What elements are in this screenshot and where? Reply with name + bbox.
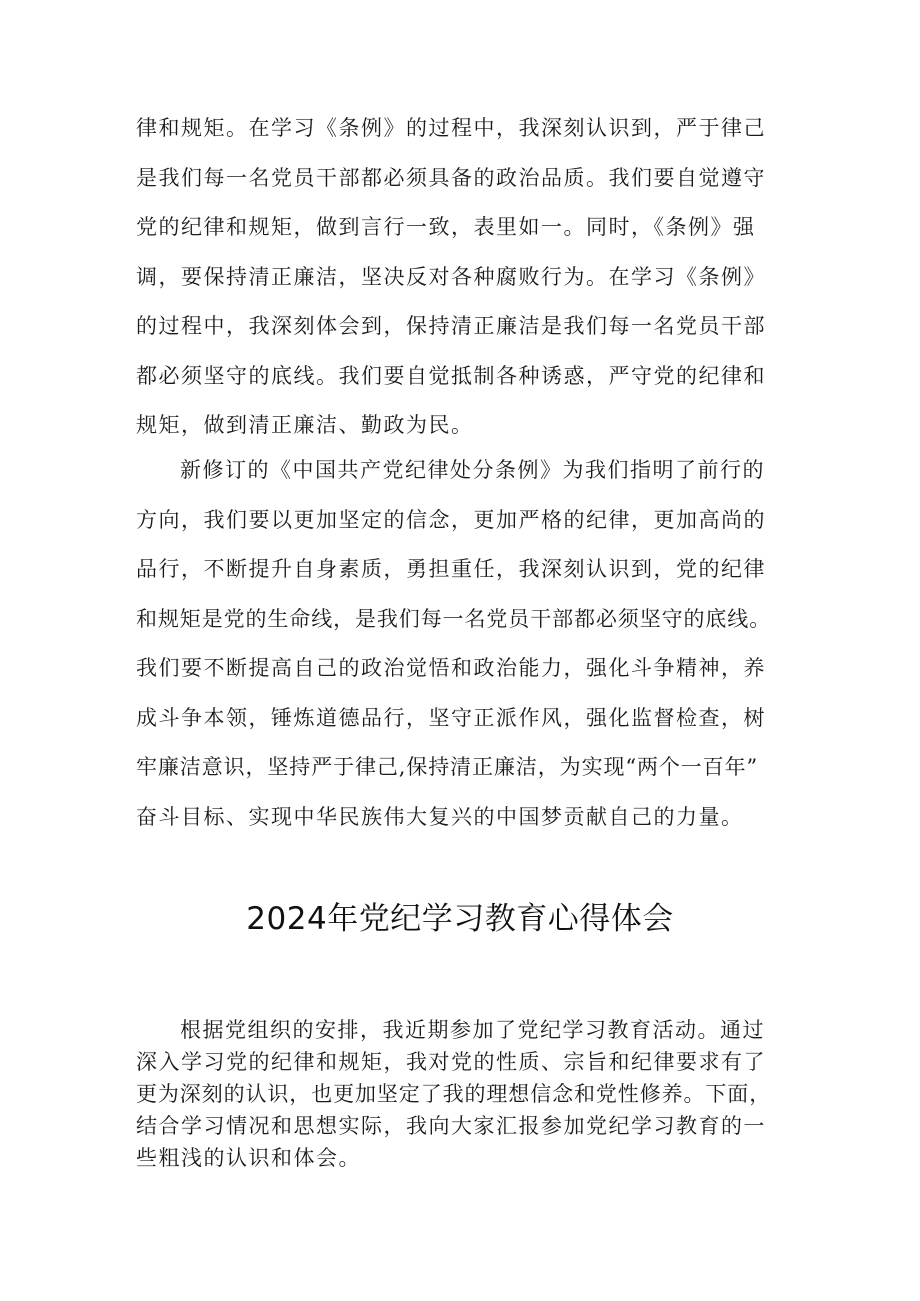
text-line: 品行，不断提升自身素质，勇担重任，我深刻认识到，党的纪律: [136, 557, 766, 581]
text-line: 深入学习党的纪律和规矩，我对党的性质、宗旨和纪律要求有了: [136, 1050, 766, 1074]
text-line: 我们要不断提高自己的政治觉悟和政治能力，强化斗争精神，养: [136, 656, 766, 680]
text-line: 新修订的《中国共产党纪律处分条例》为我们指明了前行的: [180, 458, 765, 482]
text-line: 根据党组织的安排，我近期参加了党纪学习教育活动。通过: [180, 1018, 765, 1042]
text-line: 奋斗目标、实现中华民族伟大复兴的中国梦贡献自己的力量。: [136, 805, 744, 829]
text-line: 的过程中，我深刻体会到，保持清正廉洁是我们每一名党员干部: [136, 314, 766, 338]
text-line: 规矩，做到清正廉洁、勤政为民。: [136, 413, 474, 437]
text-line: 方向，我们要以更加坚定的信念，更加严格的纪律，更加高尚的: [136, 508, 766, 532]
text-line: 成斗争本领，锤炼道德品行，坚守正派作风，强化监督检查，树: [136, 706, 766, 730]
text-line: 党的纪律和规矩，做到言行一致，表里如一。同时，《条例》强: [136, 215, 756, 239]
text-line: 律和规矩。在学习《条例》的过程中，我深刻认识到，严于律己: [136, 116, 766, 140]
text-line: 调，要保持清正廉洁，坚决反对各种腐败行为。在学习《条例》: [136, 265, 766, 289]
text-line: 牢廉洁意识，坚持严于律己,保持清正廉洁，为实现“两个一百年”: [136, 755, 759, 779]
article-title: 2024年党纪学习教育心得体会: [246, 901, 674, 937]
text-line: 都必须坚守的底线。我们要自觉抵制各种诱惑，严守党的纪律和: [136, 364, 766, 388]
text-line: 些粗浅的认识和体会。: [136, 1146, 361, 1170]
text-line: 是我们每一名党员干部都必须具备的政治品质。我们要自觉遵守: [136, 166, 766, 190]
text-line: 和规矩是党的生命线，是我们每一名党员干部都必须坚守的底线。: [136, 607, 772, 631]
text-line: 更为深刻的认识，也更加坚定了我的理想信念和党性修养。下面，: [136, 1082, 772, 1106]
text-line: 结合学习情况和思想实际，我向大家汇报参加党纪学习教育的一: [136, 1114, 766, 1138]
